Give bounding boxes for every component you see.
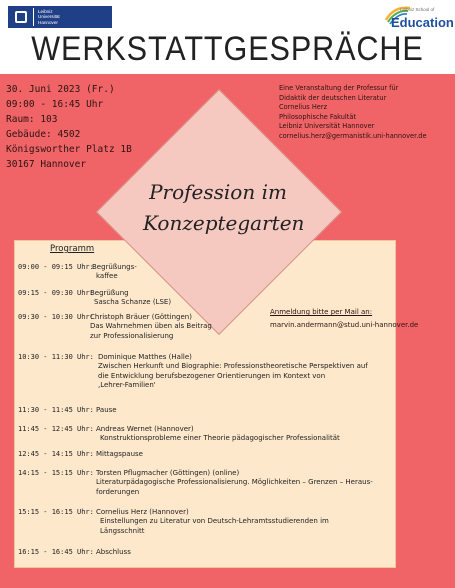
entry-line: Begrüßungs- [92,263,137,271]
entry-line: Abschluss [96,548,131,556]
entry-time: 16:15 - 16:45 Uhr: [18,548,94,556]
program-heading: Programm [50,244,95,254]
organizer-line: Didaktik der deutschen Literatur [279,93,387,102]
registration-email[interactable]: marvin.andermann@stud.uni-hannover.de [270,321,419,329]
entry-time: 09:00 - 09:15 Uhr: [18,263,94,271]
entry-content [90,313,212,341]
headline [143,177,305,239]
entry-line: ‚Lehrer-Familien' [98,381,156,390]
entry-content [96,548,131,557]
entry-content [98,353,368,391]
luh-logo-line: Hannover [38,19,58,25]
entry-time: 09:30 - 10:30 Uhr: [18,313,94,321]
entry-content [96,425,340,444]
event-info [6,82,132,172]
event-building: Gebäude: 4502 [6,129,81,140]
entry-line: Konstruktionsprobleme einer Theorie pädagogischer Professionalität [100,434,340,443]
entry-time: 11:30 - 11:45 Uhr: [18,406,94,414]
entry-line: Christoph Bräuer (Göttingen) [90,313,192,321]
organizer-email[interactable]: cornelius.herz@germanistik.uni-hannover.de [279,131,427,140]
organizer-info [279,84,427,142]
entry-line: Mittagspause [96,450,143,458]
entry-content [96,406,117,415]
entry-line: Zwischen Herkunft und Biographie: Professionstheoretische Perspektiven auf [98,362,368,371]
entry-line: Das Wahrnehmen üben als Beitrag [90,322,212,331]
luh-mark-icon [11,8,34,26]
entry-content [90,289,171,308]
page-title: WERKSTATTGESPRÄCHE [31,30,424,68]
education-logo-word: Education [391,15,454,30]
entry-line: kaffee [96,272,118,281]
education-logo-small-text: Leibniz School of [400,7,435,12]
entry-line: Einstellungen zu Literatur von Deutsch-Lehramtsstudierenden im [100,517,329,526]
luh-logo-line: Leibniz [38,8,53,14]
event-street: Königsworther Platz 1B [6,144,132,155]
organizer-line: Philosophische Fakultät [279,112,356,121]
headline-line-2: Konzeptegarten [143,211,305,235]
entry-line: Pause [96,406,117,414]
event-city: 30167 Hannover [6,159,87,170]
luh-logo-text [38,9,60,25]
organizer-line: Leibniz Universität Hannover [279,122,375,131]
entry-line: die Entwicklung berufsbezogener Orientierungen im Kontext von [98,371,326,380]
entry-line: Andreas Wernet (Hannover) [96,425,194,433]
luh-logo-line: Universität [38,14,60,20]
event-date: 30. Juni 2023 (Fr.) [6,84,115,95]
entry-time: 14:15 - 15:15 Uhr: [18,469,94,477]
entry-line: Sascha Schanze (LSE) [94,298,172,307]
entry-line: Torsten Pflugmacher (Göttingen) (online) [96,469,240,477]
entry-time: 09:15 - 09:30 Uhr: [18,289,94,297]
entry-line: forderungen [96,487,140,496]
entry-line: Literaturpädagogische Professionalisierung. Möglichkeiten – Grenzen – Heraus- [96,478,373,487]
luh-logo [8,6,112,28]
entry-line: Längsschnitt [100,526,145,535]
event-time: 09:00 - 16:45 Uhr [6,99,104,110]
entry-time: 10:30 - 11:30 Uhr: [18,353,94,361]
entry-line: Cornelius Herz (Hannover) [96,508,189,516]
entry-content [92,263,137,282]
registration-label: Anmeldung bitte per Mail an: [270,308,373,316]
event-room: Raum: 103 [6,114,58,125]
entry-line: zur Professionalisierung [90,331,174,340]
organizer-line: Eine Veranstaltung der Professur für [279,84,399,92]
entry-line: Begrüßung [90,289,129,297]
entry-content [96,450,143,459]
registration [270,306,418,332]
headline-line-1: Profession im [149,180,287,204]
entry-content [96,469,373,497]
entry-time: 12:45 - 14:15 Uhr: [18,450,94,458]
organizer-line: Cornelius Herz [279,103,328,112]
entry-content [96,508,329,536]
entry-time: 11:45 - 12:45 Uhr: [18,425,94,433]
entry-time: 15:15 - 16:15 Uhr: [18,508,94,516]
entry-line: Dominique Matthes (Halle) [98,353,192,361]
